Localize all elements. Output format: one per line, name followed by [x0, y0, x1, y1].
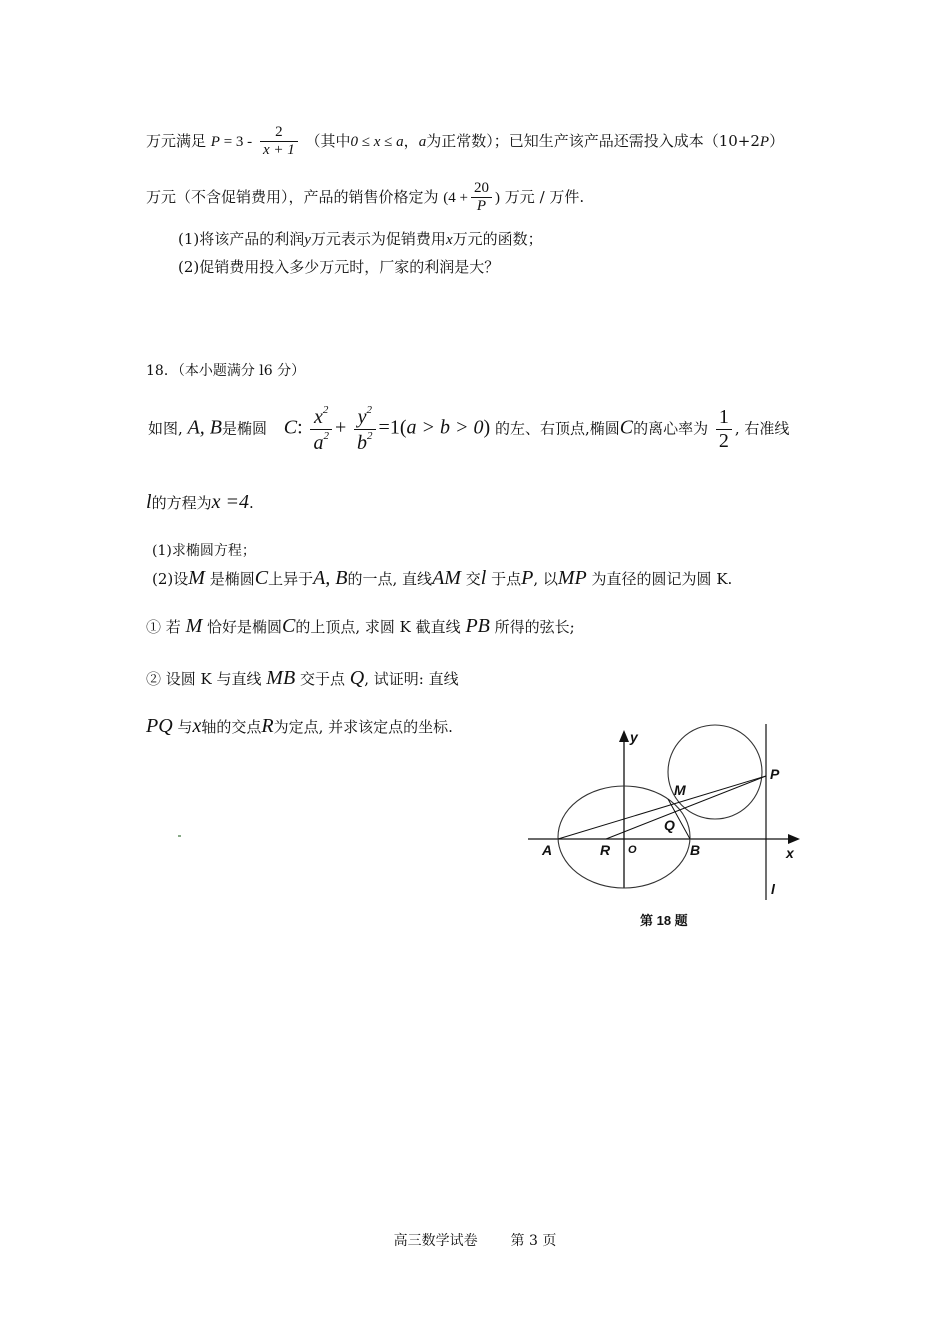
- var-x: x: [192, 715, 202, 737]
- text: =1(: [378, 416, 407, 439]
- label-q: Q: [664, 817, 675, 833]
- text: ）: [769, 131, 785, 150]
- text: 万元（不含促销费用），产品的销售价格定为: [146, 187, 439, 206]
- var-y: y: [357, 406, 367, 428]
- text: , 试证明: 直线: [364, 670, 459, 688]
- text: 万元的函数；: [452, 230, 543, 248]
- fraction-denominator: [310, 429, 332, 455]
- label-o: O: [628, 844, 637, 856]
- var-x: x: [445, 232, 453, 248]
- label-p: P: [770, 766, 780, 782]
- var-m: M: [188, 567, 205, 589]
- figure-caption: 第 18 题: [640, 913, 688, 928]
- y-axis-arrow: [619, 730, 629, 742]
- line-ap: [558, 776, 766, 839]
- text: ② 设圆 K 与直线: [146, 670, 262, 688]
- figure-18-diagram: [522, 722, 812, 934]
- q17-subquestion-1: [178, 232, 543, 248]
- text: 恰好是椭圆: [207, 618, 283, 636]
- var-x: x: [314, 406, 323, 428]
- text: (2)促销费用投入多少万元时，厂家的利润是大？: [178, 258, 500, 276]
- q18-line-2: [146, 492, 254, 512]
- text: 的一点, 直线: [347, 570, 433, 588]
- condition: a > b > 0: [406, 416, 484, 439]
- page-footer: [0, 1230, 950, 1250]
- text: 上异于: [268, 570, 314, 588]
- text: 的离心率为: [633, 419, 709, 438]
- q18-header: 18．（本小题满分 l6 分）: [146, 363, 306, 379]
- var-p: P: [210, 133, 220, 150]
- fraction-numerator: 2: [275, 124, 283, 140]
- var-q: Q: [349, 667, 365, 689]
- text: = 3 -: [219, 133, 253, 150]
- fraction-numerator: [310, 404, 332, 429]
- var-r: R: [261, 715, 274, 737]
- range-expression: 0 ≤ x ≤ a: [350, 133, 404, 150]
- text: （其中: [305, 131, 351, 150]
- text: 万元满足: [146, 131, 207, 150]
- x-axis-arrow: [788, 834, 800, 844]
- footer-title: 高三数学试卷: [393, 1233, 478, 1249]
- var-c: C: [254, 567, 269, 589]
- text: 是椭圆: [209, 570, 255, 588]
- label-r: R: [600, 842, 611, 858]
- text: 万元 / 万件.: [504, 187, 585, 206]
- text: .: [248, 494, 254, 512]
- var-p: P: [759, 133, 770, 150]
- text: 的上顶点, 求圆 K 截直线: [295, 618, 461, 636]
- text: (2)设: [152, 570, 189, 588]
- q17-line-1: [146, 124, 784, 160]
- var-a: a: [418, 133, 427, 150]
- text: ): [495, 189, 501, 206]
- fraction-denominator: 2: [716, 429, 732, 453]
- text: , 以: [533, 570, 558, 588]
- q18-case-2: [146, 668, 459, 688]
- var-p: P: [521, 567, 534, 589]
- var-mb: MB: [266, 667, 296, 689]
- fraction-numerator: [354, 404, 376, 429]
- q18-case-2-continued: [146, 716, 453, 736]
- text: 所得的弦长;: [494, 618, 575, 636]
- text: 为正常数）；已知生产该产品还需投入成本（10+2: [426, 131, 760, 150]
- fraction-denominator: P: [471, 197, 492, 215]
- q17-subquestion-2: [178, 260, 499, 275]
- var-c: C: [283, 416, 298, 439]
- var-c: C: [619, 416, 634, 439]
- text: 于点: [491, 570, 522, 588]
- label-y: y: [630, 729, 638, 745]
- text: 交: [465, 570, 481, 588]
- label-m: M: [674, 782, 686, 798]
- exponent: 2: [366, 404, 372, 416]
- text: 万元表示为促销费用: [310, 230, 446, 248]
- text: 交于点: [299, 670, 345, 688]
- footer-page-number: 第 3 页: [510, 1233, 557, 1249]
- q18-line-1: [148, 404, 789, 455]
- text: :: [297, 416, 303, 439]
- equation: x =4: [211, 491, 249, 513]
- exponent: 2: [322, 404, 329, 416]
- text: 如图,: [148, 419, 183, 438]
- circle-k: [668, 725, 762, 819]
- label-b: B: [690, 842, 701, 858]
- text: 与: [177, 718, 193, 736]
- label-a: A: [542, 842, 553, 858]
- ellipse-equation: [284, 404, 490, 455]
- text: 的方程为: [151, 494, 212, 512]
- var-am: AM: [432, 567, 461, 589]
- exponent: 2: [367, 430, 373, 442]
- var-a: a: [313, 432, 324, 454]
- var-l: l: [480, 567, 487, 589]
- q18-case-1: [146, 616, 575, 636]
- fraction-y2-over-b2: [354, 404, 376, 455]
- label-l: l: [771, 881, 775, 897]
- var-b: b: [357, 432, 368, 454]
- text: 轴的交点: [201, 718, 262, 736]
- var-pb: PB: [465, 615, 490, 637]
- var-mp: MP: [557, 567, 587, 589]
- fraction-2-over-x-plus-1: [260, 124, 298, 160]
- var-pq: PQ: [146, 715, 173, 737]
- line-rp: [606, 776, 766, 839]
- text: ① 若: [146, 618, 181, 636]
- stray-mark: [178, 835, 181, 837]
- var-a-b: A, B: [187, 416, 222, 439]
- text: (4 +: [443, 189, 469, 206]
- exponent: 2: [323, 430, 329, 442]
- fraction-numerator: 20: [474, 180, 490, 196]
- text: 为直径的圆记为圆 K.: [591, 570, 733, 588]
- var-c: C: [282, 615, 296, 637]
- var-a-b: A, B: [313, 567, 348, 589]
- q17-line-2: [146, 180, 584, 216]
- fraction-denominator: [354, 429, 376, 455]
- text: , 右准线: [734, 419, 790, 438]
- fraction-denominator: x + 1: [260, 141, 298, 159]
- text: 的左、右顶点,椭圆: [494, 419, 620, 438]
- var-l: l: [146, 491, 152, 513]
- text: +: [334, 416, 347, 439]
- text: 是椭圆: [222, 419, 268, 438]
- var-m: M: [185, 615, 203, 637]
- text: 为定点, 并求该定点的坐标.: [273, 718, 453, 736]
- text: ，: [403, 131, 419, 150]
- fraction-20-over-p: [471, 180, 492, 216]
- q18-part-2: [152, 568, 732, 588]
- q18-part-1: (1)求椭圆方程；: [152, 543, 256, 559]
- fraction-numerator: 1: [718, 406, 729, 428]
- text: (1)将该产品的利润: [178, 230, 305, 248]
- fraction-one-half: [716, 406, 732, 453]
- fraction-x2-over-a2: [310, 404, 332, 455]
- var-y: y: [304, 232, 311, 248]
- text: ): [483, 416, 491, 439]
- label-x: x: [786, 845, 794, 861]
